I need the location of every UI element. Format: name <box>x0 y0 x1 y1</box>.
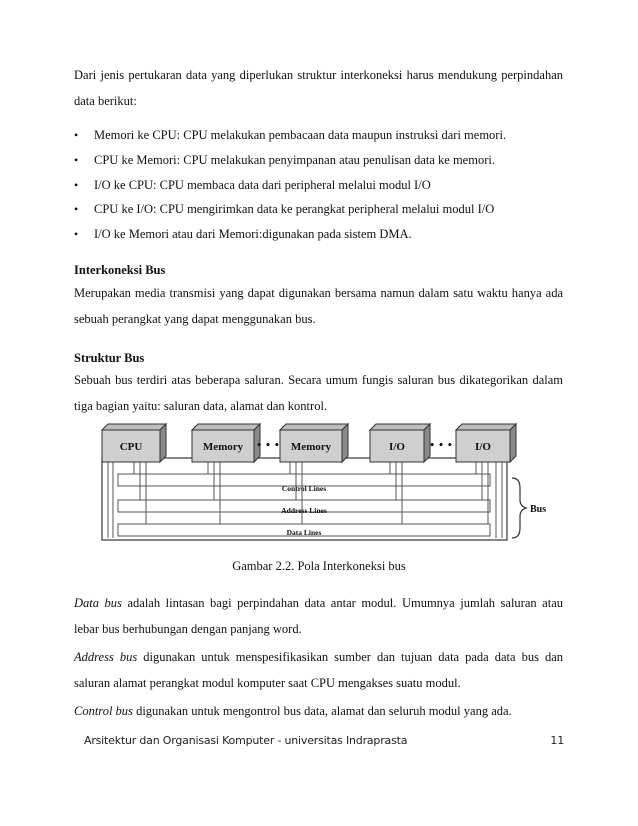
module-label-io-2: I/O <box>475 441 491 453</box>
list-item-text: CPU ke Memori: CPU melakukan penyimpanan atau penulisan data ke memori. <box>94 152 495 167</box>
list-item <box>74 223 563 248</box>
bullet-icon: • <box>74 152 79 167</box>
data-bus-paragraph <box>74 590 563 642</box>
intro-line-2: data berikut: <box>74 94 137 108</box>
control-bus-line <box>74 698 563 724</box>
module-label-cpu: CPU <box>119 441 143 453</box>
footer-title: Arsitektur dan Organisasi Komputer - universitas Indraprasta <box>84 734 408 747</box>
section-heading-interkoneksi-bus: Interkoneksi Bus <box>74 263 166 277</box>
list-item <box>74 149 563 174</box>
page-footer <box>84 734 564 747</box>
list-item <box>74 198 563 223</box>
address-lines-label: Address Lines <box>281 506 327 515</box>
struktur-line-1: Sebuah bus terdiri atas beberapa saluran. Secara umum fungis saluran bus dikategorikan dalam <box>74 373 563 387</box>
control-lines-label: Control Lines <box>281 484 327 493</box>
address-bus-line-2: saluran alamat perangkat modul komputer saat CPU mengakses suatu modul. <box>74 676 461 690</box>
address-bus-line-1 <box>74 644 563 670</box>
bullet-icon: • <box>74 202 79 217</box>
page-number: 11 <box>550 734 564 747</box>
bullet-icon: • <box>74 227 79 242</box>
figure-caption: Gambar 2.2. Pola Interkoneksi bus <box>232 559 406 573</box>
data-bus-line-1 <box>74 590 563 616</box>
bullet-list <box>74 124 563 248</box>
control-bus-text: digunakan untuk mengontrol bus data, alamat dan seluruh modul yang ada. <box>132 704 512 718</box>
list-item-text: Memori ke CPU: CPU melakukan pembacaan data maupun instruksi dari memori. <box>94 128 507 142</box>
address-bus-paragraph <box>74 644 563 696</box>
list-item-text: I/O ke Memori atau dari Memori:digunakan pada sistem DMA. <box>94 227 412 242</box>
interkoneksi-line-1: Merupakan media transmisi yang dapat digunakan bersama namun dalam satu waktu hanya ada <box>74 286 563 300</box>
intro-paragraph <box>74 62 563 114</box>
interkoneksi-line-2: sebuah perangkat yang dapat menggunakan bus. <box>74 312 316 326</box>
address-bus-term: Address bus <box>74 650 138 664</box>
address-bus-line-1-text: digunakan untuk menspesifikasikan sumber dan tujuan data pada data bus dan <box>137 650 563 664</box>
list-item-text: CPU ke I/O: CPU mengirimkan data ke perangkat peripheral melalui modul I/O <box>94 202 495 217</box>
bullet-icon: • <box>74 128 79 142</box>
struktur-paragraph <box>74 367 563 419</box>
bus-diagram <box>100 420 560 542</box>
bus-label: Bus <box>530 504 547 515</box>
intro-line-1: Dari jenis pertukaran data yang diperlukan struktur interkoneksi harus mendukung perpindahan <box>74 68 563 82</box>
ellipsis-memory: • • • <box>256 441 280 451</box>
list-item <box>74 124 563 149</box>
ellipsis-io: • • • <box>429 441 453 451</box>
section-heading-struktur-bus: Struktur Bus <box>74 351 145 365</box>
data-bus-term: Data bus <box>74 596 122 610</box>
bullet-icon: • <box>74 177 79 192</box>
struktur-line-2: tiga bagian yaitu: saluran data, alamat dan kontrol. <box>74 399 328 413</box>
list-item <box>74 174 563 199</box>
module-label-memory-2: Memory <box>290 441 332 453</box>
module-label-memory-1: Memory <box>202 441 244 453</box>
data-bus-line-1-text: adalah lintasan bagi perpindahan data antar modul. Umumnya jumlah saluran atau <box>121 596 563 610</box>
control-bus-paragraph <box>74 698 563 724</box>
module-label-io-1: I/O <box>389 441 405 453</box>
control-bus-term: Control bus <box>74 704 133 718</box>
bus-brace-icon <box>512 478 526 538</box>
interkoneksi-paragraph <box>74 280 563 332</box>
data-lines-label: Data Lines <box>286 528 322 537</box>
data-bus-line-2: lebar bus berhubungan dengan panjang word. <box>74 622 302 636</box>
list-item-text: I/O ke CPU: CPU membaca data dari peripheral melalui modul I/O <box>94 177 431 192</box>
